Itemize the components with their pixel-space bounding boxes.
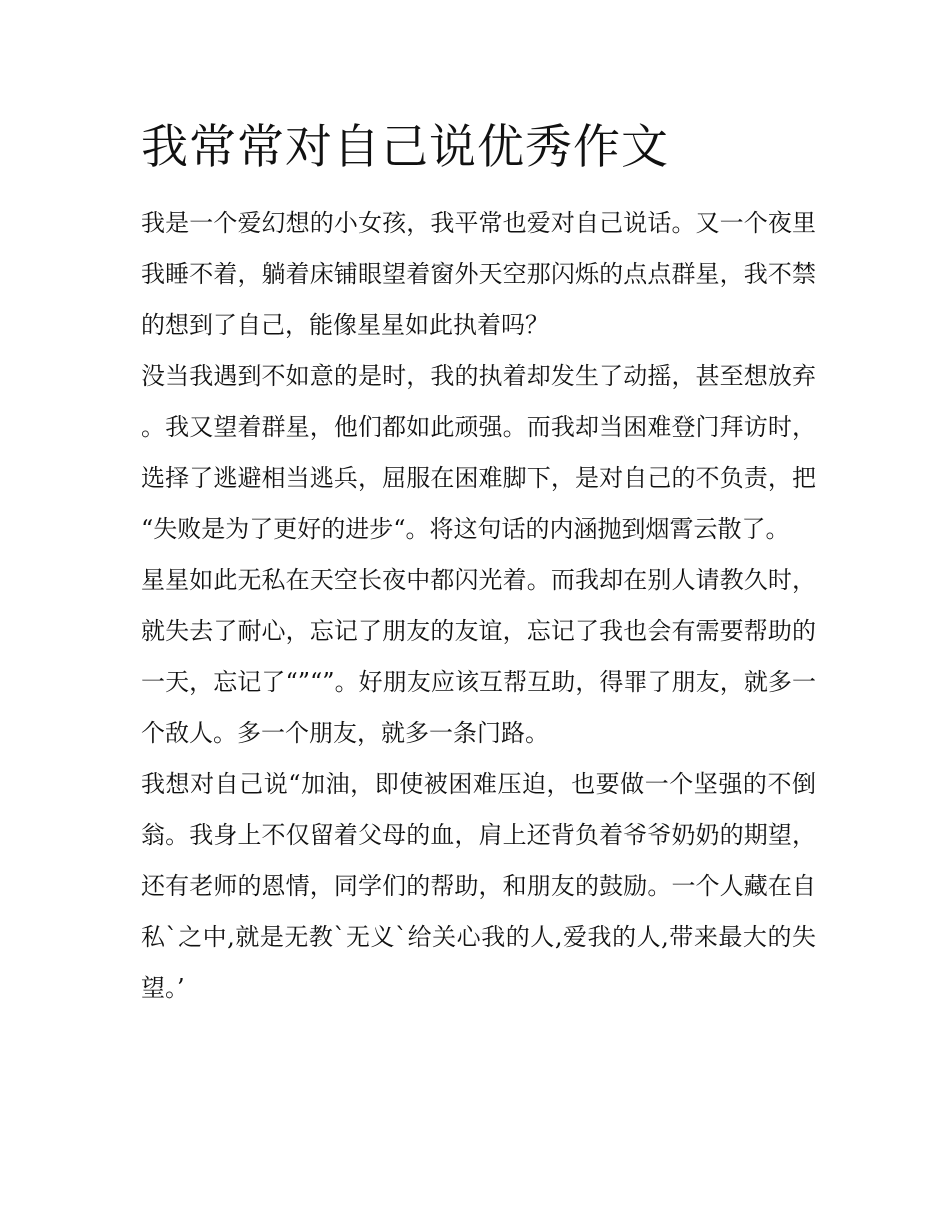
paragraph-2: 没当我遇到不如意的是时，我的执着却发生了动摇，甚至想放弃。我又望着群星，他们都如此顽强。而我却当困难登门拜访时，选择了逃避相当逃兵，屈服在困难脚下，是对自己的不负责，把“失败是为了更好的进步“。将这句话的内涵抛到烟霄云散了。 <box>141 362 816 543</box>
document-title: 我常常对自己说优秀作文 <box>141 120 669 175</box>
paragraph-1: 我是一个爱幻想的小女孩，我平常也爱对自己说话。又一个夜里我睡不着，躺着床铺眼望着窗外天空那闪烁的点点群星，我不禁的想到了自己，能像星星如此执着吗？ <box>141 209 816 339</box>
document-content <box>141 112 816 1014</box>
paragraph-3: 星星如此无私在天空长夜中都闪光着。而我却在别人请教久时，就失去了耐心，忘记了朋友的友谊，忘记了我也会有需要帮助的一天，忘记了“”“”。好朋友应该互帮互助，得罪了朋友，就多一个敌人。多一个朋友，就多一条门路。 <box>141 566 816 747</box>
paragraph-4: 我想对自己说“加油，即使被困难压迫，也要做一个坚强的不倒翁。我身上不仅留着父母的血，肩上还背负着爷爷奶奶的期望，还有老师的恩情，同学们的帮助，和朋友的鼓励。一个人藏在自私`之中,就是无教`无义`给关心我的人,爱我的人,带来最大的失望。’ <box>141 770 816 1002</box>
document-body <box>141 198 816 1014</box>
